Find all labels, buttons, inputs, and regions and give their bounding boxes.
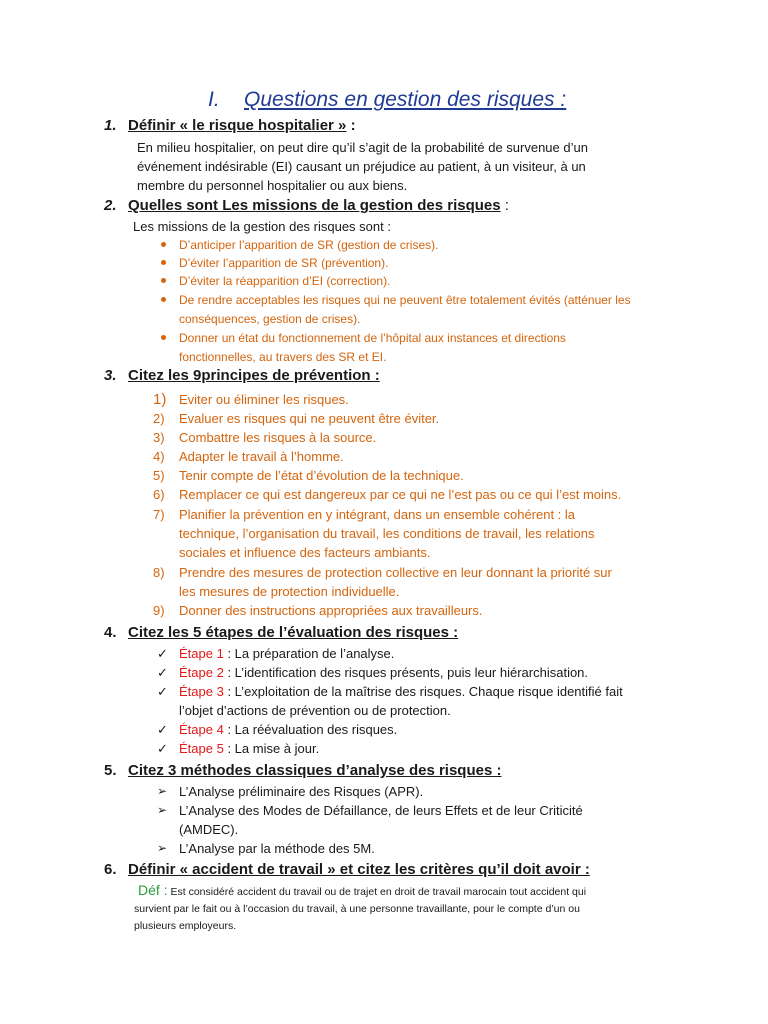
definition-tag: Déf : [138,882,168,898]
list-item [179,272,390,291]
list-item [153,447,344,466]
section-5-heading [104,762,501,779]
step-tag: Étape 5 [179,741,224,756]
list-item [157,801,583,839]
text-line: l’objet d’actions de prévention ou de protection. [179,703,451,718]
text-line: technique, l’organisation du travail, les conditions de travail, les relations [179,526,595,541]
text-line: Eviter ou éliminer les risques. [179,392,349,407]
text-line: Donner un état du fonctionnement de l’hôpital aux instances et directions [179,331,566,345]
section-6-heading [104,861,590,878]
item-number: 9) [153,603,165,618]
section-number: 4. [104,624,117,641]
section-4-heading [104,624,458,641]
section-4-label: Citez les 5 étapes de l’évaluation des risques : [128,624,459,641]
text-line: plusieurs employeurs. [134,920,237,932]
text-line: conséquences, gestion de crises). [179,311,361,326]
list-item [153,505,595,562]
list-item [157,739,320,758]
step-tag: Étape 3 [179,684,224,699]
text-line: sociales et influence des facteurs ambiants. [179,545,431,560]
section-number: 3. [104,367,117,384]
text-line: : L’exploitation de la maîtrise des risques. Chaque risque identifié fait [223,684,623,699]
text-line: (AMDEC). [179,822,239,837]
arrowhead-bullet-icon: ➢ [157,784,168,798]
section-2-label: Quelles sont Les missions de la gestion des risques [128,197,501,214]
item-number: 5) [153,468,165,483]
list-item [153,563,612,601]
step-tag: Étape 4 [179,722,224,737]
section-number: 6. [104,861,117,878]
bullet-icon [161,260,166,265]
list-item [153,409,440,428]
text-line: : La réévaluation des risques. [223,722,398,737]
text-line: Evaluer es risques qui ne peuvent être éviter. [179,411,440,426]
text-line: De rendre acceptables les risques qui ne peuvent être totalement évités (atténuer les [179,293,631,307]
text-line: L’Analyse des Modes de Défaillance, de leurs Effets et de leur Criticité [179,803,583,818]
list-item [157,782,424,801]
section-5-label: Citez 3 méthodes classiques d’analyse des risques : [128,762,502,779]
item-number: 2) [153,411,165,426]
check-icon: ✓ [157,741,168,756]
list-item [179,291,631,328]
section-number: 5. [104,762,117,779]
list-item [157,644,395,663]
list-item [179,236,438,255]
text-line: : La mise à jour. [223,741,320,756]
check-icon: ✓ [157,722,168,737]
text-line: Prendre des mesures de protection collective en leur donnant la priorité sur [179,565,612,580]
list-item [153,485,622,504]
bullet-icon [161,297,166,302]
text-line: : La préparation de l’analyse. [223,646,395,661]
text-line: membre du personnel hospitalier ou aux biens. [137,178,408,193]
check-icon: ✓ [157,665,168,680]
section-number: 1. [104,117,117,134]
list-item [157,720,398,739]
text-line: Est considéré accident du travail ou de trajet en droit de travail marocain tout accident qui [167,886,587,898]
bullet-icon [161,278,166,283]
text-line: D’anticiper l’apparition de SR (gestion de crises). [179,238,439,252]
list-item [179,329,566,366]
text-line: Remplacer ce qui est dangereux par ce qui ne l’est pas ou ce qui l’est moins. [179,487,622,502]
text-line: Planifier la prévention en y intégrant, dans un ensemble cohérent : la [179,507,576,522]
item-number: 4) [153,449,165,464]
text-line: les mesures de protection individuelle. [179,584,400,599]
item-number: 6) [153,487,165,502]
section-6-definition [134,882,586,935]
text-line: événement indésirable (EI) causant un préjudice au patient, à un visiteur, à un [137,159,586,174]
page-title [208,88,566,112]
text-line: fonctionnelles, au travers des SR et EI. [179,349,387,364]
title-roman-numeral: I. [208,88,220,111]
text-line: Adapter le travail à l’homme. [179,449,344,464]
heading-tail: : [346,117,356,134]
text-line: En milieu hospitalier, on peut dire qu’il s’agit de la probabilité de survenue d’un [137,140,588,155]
check-icon: ✓ [157,646,168,661]
bullet-icon [161,242,166,247]
section-2-intro: Les missions de la gestion des risques sont : [133,219,391,234]
list-item [157,663,589,682]
list-item [157,682,623,720]
item-number: 8) [153,565,165,580]
heading-tail: : [500,197,509,214]
list-item [157,839,375,858]
text-line: Tenir compte de l’état d’évolution de la technique. [179,468,464,483]
section-3-heading [104,367,380,384]
text-line: L’Analyse préliminaire des Risques (APR). [179,784,424,799]
section-1-heading [104,117,356,134]
arrowhead-bullet-icon: ➢ [157,841,168,855]
list-item [153,601,483,620]
text-line: D’éviter l’apparition de SR (prévention). [179,256,389,270]
list-item [153,390,349,409]
section-2-heading [104,197,509,214]
title-text: Questions en gestion des risques : [244,88,567,111]
step-tag: Étape 2 [179,665,224,680]
bullet-icon [161,335,166,340]
text-line: Combattre les risques à la source. [179,430,377,445]
section-number: 2. [104,197,117,214]
list-item [179,254,388,273]
list-item [153,466,464,485]
item-number: 7) [153,507,165,522]
arrowhead-bullet-icon: ➢ [157,803,168,817]
text-line: : L’identification des risques présents, puis leur hiérarchisation. [223,665,589,680]
section-1-label: Définir « le risque hospitalier » [128,117,347,134]
item-number: 1) [153,391,167,408]
step-tag: Étape 1 [179,646,224,661]
list-item [153,428,377,447]
section-6-label: Définir « accident de travail » et citez les critères qu’il doit avoir : [128,861,590,878]
section-1-definition [137,138,588,195]
item-number: 3) [153,430,165,445]
text-line: L’Analyse par la méthode des 5M. [179,841,375,856]
check-icon: ✓ [157,684,168,699]
text-line: Donner des instructions appropriées aux travailleurs. [179,603,483,618]
section-3-label: Citez les 9principes de prévention : [128,367,380,384]
text-line: D’éviter la réapparition d’EI (correction). [179,274,391,288]
text-line: survient par le fait ou à l’occasion du travail, à une personne travaillante, pour le compte d’un ou [134,903,580,915]
